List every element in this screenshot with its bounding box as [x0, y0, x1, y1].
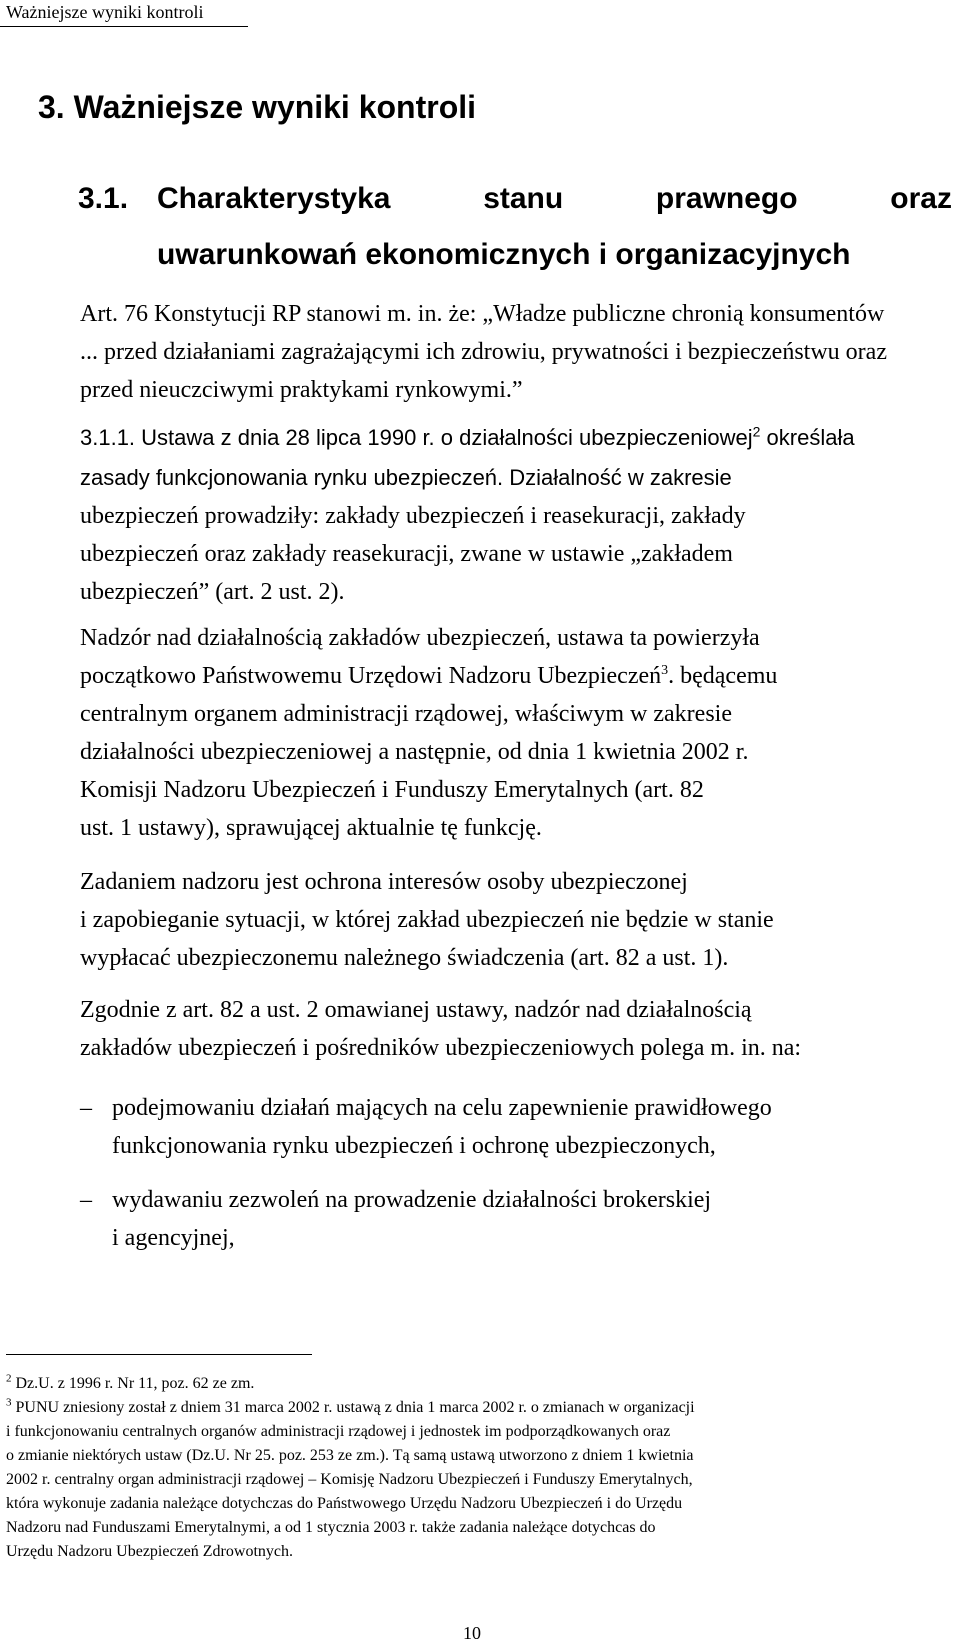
subsection-word: prawnego: [655, 182, 798, 215]
list-dash: –: [80, 1187, 92, 1213]
subsection-number: 3.1.: [78, 182, 129, 215]
running-header: Ważniejsze wyniki kontroli: [0, 0, 248, 27]
text-run: określała: [760, 425, 855, 450]
paragraph-line: centralnym organem administracji rządowej, właściwym w zakresie: [80, 701, 732, 727]
paragraph-line: ubezpieczeń prowadziły: zakłady ubezpieczeń i reasekuracji, zakłady: [80, 503, 746, 529]
paragraph-line: zakładów ubezpieczeń i pośredników ubezpieczeniowych polega m. in. na:: [80, 1035, 802, 1061]
footnote-mark: 3: [6, 1396, 12, 1409]
text-run: początkowo Państwowemu Urzędowi Nadzoru Ubezpieczeń: [80, 663, 662, 689]
subsection-heading-line-2: uwarunkowań ekonomicznych i organizacyjnych: [157, 238, 851, 271]
subsection-word: oraz: [890, 182, 952, 215]
subsection-heading-line-1: [157, 180, 952, 218]
footnote-ref: 3: [661, 663, 669, 678]
paragraph-line: przed nieuczciwymi praktykami rynkowymi.”: [80, 377, 523, 403]
footnote-separator: [6, 1354, 312, 1355]
text-run: zasady funkcjonowania rynku ubezpieczeń. Działalność w zakresie: [80, 465, 732, 490]
list-item-line: podejmowaniu działań mających na celu zapewnienie prawidłowego: [112, 1095, 772, 1121]
subsection-word: stanu: [483, 182, 564, 215]
text-run: 3.1.1. Ustawa z dnia 28 lipca 1990 r. o działalności ubezpieczeniowej: [80, 425, 753, 450]
paragraph-line: Nadzór nad działalnością zakładów ubezpieczeń, ustawa ta powierzyła: [80, 625, 760, 651]
footnote-ref: 2: [752, 423, 761, 440]
paragraph-line: ust. 1 ustawy), sprawującej aktualnie tę funkcję.: [80, 815, 542, 841]
paragraph-line: i zapobieganie sytuacji, w której zakład ubezpieczeń nie będzie w stanie: [80, 907, 774, 933]
paragraph-line: działalności ubezpieczeniowej a następnie, od dnia 1 kwietnia 2002 r.: [80, 739, 749, 765]
paragraph-line: wypłacać ubezpieczonemu należnego świadczenia (art. 82 a ust. 1).: [80, 945, 729, 971]
subsection-word: Charakterystyka: [157, 182, 391, 215]
footnote-line: która wykonuje zadania należące dotychczas do Państwowego Urzędu Nadzoru Ubezpieczeń i do Urzędu: [6, 1495, 683, 1512]
page-number: 10: [463, 1623, 481, 1643]
section-heading: 3. Ważniejsze wyniki kontroli: [38, 89, 477, 125]
paragraph-line: Zgodnie z art. 82 a ust. 2 omawianej ustawy, nadzór nad działalnością: [80, 997, 752, 1023]
paragraph-line: ... przed działaniami zagrażającymi ich zdrowiu, prywatności i bezpieczeństwu oraz: [80, 339, 887, 365]
paragraph-line: Zadaniem nadzoru jest ochrona interesów osoby ubezpieczonej: [80, 869, 688, 895]
footnote-line: [6, 1398, 952, 1420]
paragraph-line: Komisji Nadzoru Ubezpieczeń i Funduszy Emerytalnych (art. 82: [80, 777, 704, 803]
paragraph-line: Art. 76 Konstytucji RP stanowi m. in. że: „Władze publiczne chronią konsumentów: [80, 301, 885, 327]
paragraph-line: [80, 660, 952, 692]
paragraph-line: [80, 462, 952, 494]
paragraph-line: ubezpieczeń oraz zakłady reasekuracji, zwane w ustawie „zakładem: [80, 541, 733, 567]
footnote-line: [6, 1374, 952, 1396]
paragraph-line: ubezpieczeń” (art. 2 ust. 2).: [80, 579, 345, 605]
list-dash: –: [80, 1095, 92, 1121]
list-item-line: funkcjonowania rynku ubezpieczeń i ochronę ubezpieczonych,: [112, 1133, 716, 1159]
text-run: Dz.U. z 1996 r. Nr 11, poz. 62 ze zm.: [11, 1375, 255, 1392]
list-item-line: i agencyjnej,: [112, 1225, 235, 1251]
footnote-line: Urzędu Nadzoru Ubezpieczeń Zdrowotnych.: [6, 1543, 293, 1560]
footnote-line: i funkcjonowaniu centralnych organów administracji rządowej i jednostek im podporządkowanych oraz: [6, 1423, 671, 1440]
footnote-line: 2002 r. centralny organ administracji rządowej – Komisję Nadzoru Ubezpieczeń i Funduszy Emerytalnych,: [6, 1471, 693, 1488]
text-run: . będącemu: [668, 663, 778, 689]
paragraph-line: [80, 422, 952, 454]
footnote-mark: 2: [6, 1372, 12, 1385]
footnote-line: Nadzoru nad Funduszami Emerytalnymi, a od 1 stycznia 2003 r. także zadania należące dotychcas do: [6, 1519, 656, 1536]
text-run: PUNU zniesiony został z dniem 31 marca 2002 r. ustawą z dnia 1 marca 2002 r. o zmianach w organizacji: [11, 1399, 695, 1416]
list-item-line: wydawaniu zezwoleń na prowadzenie działalności brokerskiej: [112, 1187, 712, 1213]
footnote-line: o zmianie niektórych ustaw (Dz.U. Nr 25. poz. 253 ze zm.). Tą samą ustawą utworzono z dniem 1 kwietnia: [6, 1447, 694, 1464]
